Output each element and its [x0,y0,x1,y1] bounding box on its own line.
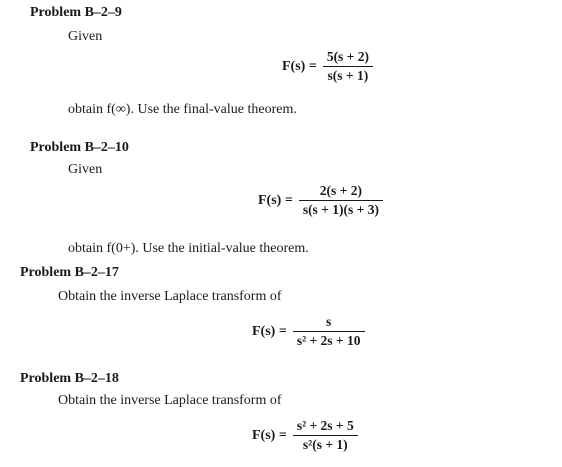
fraction [299,183,383,218]
fraction-denominator: s²(s + 1) [302,437,348,452]
equation-lhs: F(s) = [252,427,287,443]
fraction-numerator: s [326,314,332,329]
problem-intro: Obtain the inverse Laplace transform of [58,289,282,304]
problem-task: obtain f(∞). Use the final-value theorem. [68,102,297,117]
problem-intro: Obtain the inverse Laplace transform of [58,393,282,408]
equation-lhs: F(s) = [258,192,293,208]
equation-lhs: F(s) = [252,323,287,339]
problem-intro: Given [68,29,103,44]
problem-task: obtain f(0+). Use the initial-value theorem. [68,241,309,256]
fraction [323,49,373,84]
fraction [293,314,365,349]
fraction-denominator: s(s + 1) [327,68,369,83]
problem-intro: Given [68,162,103,177]
fraction-numerator: 5(s + 2) [326,49,369,64]
equation [252,314,365,349]
problem-title: Problem B–2–17 [20,265,119,280]
equation [258,183,383,218]
fraction-numerator: 2(s + 2) [319,183,362,198]
problem-title: Problem B–2–18 [20,371,119,386]
equation-lhs: F(s) = [282,58,317,74]
fraction [293,418,358,453]
problem-title: Problem B–2–10 [30,140,129,155]
fraction-denominator: s(s + 1)(s + 3) [302,202,379,217]
fraction-denominator: s² + 2s + 10 [296,333,361,348]
equation [282,49,373,84]
fraction-numerator: s² + 2s + 5 [296,418,354,433]
problem-title: Problem B–2–9 [30,5,122,20]
equation [252,418,358,453]
